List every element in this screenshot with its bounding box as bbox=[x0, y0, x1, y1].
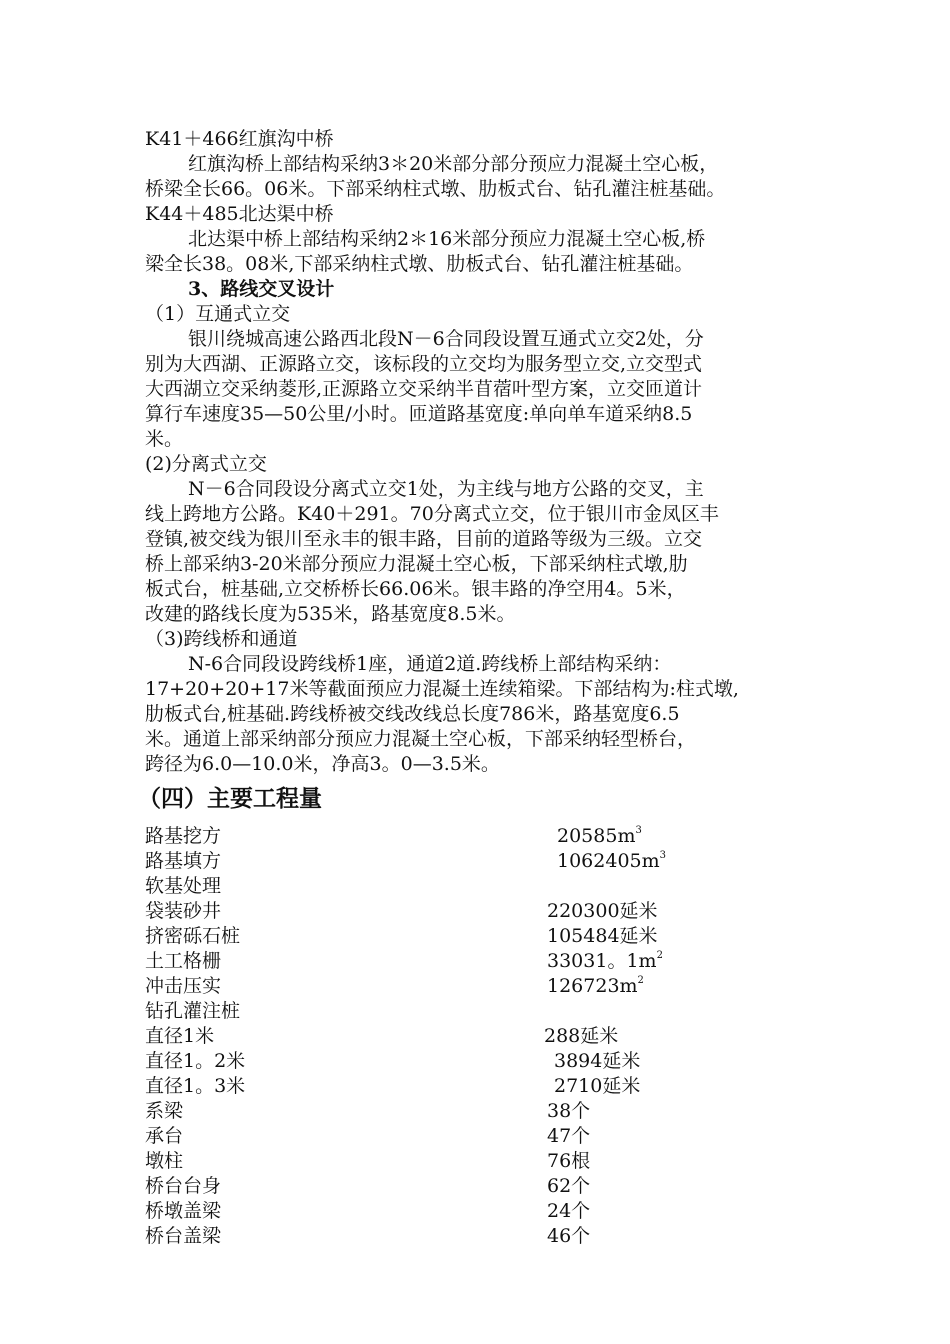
text-line: 算行车速度35—50公里/小时。匝道路基宽度:单向单车道采纳8.5 bbox=[145, 403, 693, 425]
quantity-item-name: 挤密砾石桩 bbox=[145, 925, 241, 947]
quantity-row bbox=[145, 1124, 745, 1148]
quantity-item-name: 袋装砂井 bbox=[145, 900, 222, 922]
text-line: 改建的路线长度为535米，路基宽度8.5米。 bbox=[145, 603, 516, 625]
quantity-item-name: 冲击压实 bbox=[145, 975, 222, 997]
text-line: 3、路线交叉设计 bbox=[188, 278, 335, 300]
quantity-value-text: 24个 bbox=[547, 1200, 591, 1222]
text-line: 线上跨地方公路。K40＋291。70分离式立交，位于银川市金凤区丰 bbox=[145, 503, 719, 525]
text-line: 跨径为6.0—10.0米，净高3。0—3.5米。 bbox=[145, 753, 500, 775]
quantity-value-text: 3894延米 bbox=[554, 1050, 641, 1072]
text-line: 北达渠中桥上部结构采纳2＊16米部分预应力混凝土空心板,桥 bbox=[188, 228, 706, 250]
quantity-item-name: 直径1。3米 bbox=[145, 1075, 246, 1097]
text-line: 米。 bbox=[145, 428, 184, 450]
quantity-item-name: 钻孔灌注桩 bbox=[145, 1000, 241, 1022]
quantity-row bbox=[145, 824, 745, 848]
text-line: （1）互通式立交 bbox=[145, 303, 291, 325]
text-line: 银川绕城高速公路西北段N－6合同段设置互通式立交2处，分 bbox=[188, 328, 704, 350]
text-line: 大西湖立交采纳菱形,正源路立交采纳半苜蓿叶型方案，立交匝道计 bbox=[145, 378, 703, 400]
quantity-row bbox=[145, 1024, 745, 1048]
unit-exponent: 2 bbox=[656, 950, 663, 961]
quantity-value bbox=[557, 824, 642, 848]
quantity-row bbox=[145, 1224, 745, 1248]
text-line: 桥上部采纳3-20米部分预应力混凝土空心板，下部采纳柱式墩,肋 bbox=[145, 553, 688, 575]
unit-exponent: 2 bbox=[637, 975, 644, 986]
quantity-item-name: 直径1米 bbox=[145, 1025, 215, 1047]
quantity-item-name: 路基填方 bbox=[145, 850, 222, 872]
text-line: 米。通道上部采纳部分预应力混凝土空心板，下部采纳轻型桥台， bbox=[145, 728, 697, 750]
text-line: （3)跨线桥和通道 bbox=[145, 628, 298, 650]
quantity-value bbox=[547, 924, 658, 948]
quantity-row bbox=[145, 924, 745, 948]
quantity-item-name: 土工格栅 bbox=[145, 950, 222, 972]
quantity-value bbox=[557, 849, 666, 873]
text-line: K41＋466红旗沟中桥 bbox=[145, 128, 334, 150]
unit-exponent: 3 bbox=[659, 850, 667, 861]
quantity-value-text: 46个 bbox=[547, 1225, 591, 1247]
quantity-value-text: 47个 bbox=[547, 1125, 591, 1147]
quantity-row bbox=[145, 999, 745, 1023]
text-line: 17+20+20+17米等截面预应力混凝土连续箱梁。下部结构为:柱式墩, bbox=[145, 678, 739, 700]
quantity-value-text: 105484延米 bbox=[547, 925, 658, 947]
quantity-row bbox=[145, 1074, 745, 1098]
quantity-row bbox=[145, 1149, 745, 1173]
unit-exponent: 3 bbox=[635, 825, 642, 836]
quantity-value bbox=[547, 1174, 590, 1198]
quantity-value bbox=[547, 1149, 590, 1173]
text-line: 登镇,被交线为银川至永丰的银丰路，目前的道路等级为三级。立交 bbox=[145, 528, 703, 550]
quantity-value bbox=[547, 1224, 590, 1248]
quantity-row bbox=[145, 849, 745, 873]
quantity-item-name: 直径1。2米 bbox=[145, 1050, 246, 1072]
quantity-row bbox=[145, 874, 745, 898]
text-line: 桥梁全长66。06米。下部采纳柱式墩、肋板式台、钻孔灌注桩基础。 bbox=[145, 178, 726, 200]
quantity-row bbox=[145, 899, 745, 923]
text-line: 板式台，桩基础,立交桥桥长66.06米。银丰路的净空用4。5米， bbox=[145, 578, 686, 600]
quantity-value bbox=[547, 1124, 590, 1148]
quantity-item-name: 桥台台身 bbox=[145, 1175, 222, 1197]
text-line: N-6合同段设跨线桥1座，通道2道.跨线桥上部结构采纳： bbox=[188, 653, 672, 675]
quantity-value-text: 38个 bbox=[547, 1100, 591, 1122]
quantity-value-text: 62个 bbox=[547, 1175, 591, 1197]
quantity-item-name: 承台 bbox=[145, 1125, 184, 1147]
quantity-value-text: 288延米 bbox=[544, 1025, 619, 1047]
quantity-row bbox=[145, 949, 745, 973]
quantity-item-name: 路基挖方 bbox=[145, 825, 222, 847]
quantity-value-text: 126723m bbox=[547, 975, 638, 997]
quantity-value-text: 33031。1m bbox=[547, 950, 657, 972]
quantity-value bbox=[547, 1199, 590, 1223]
quantity-value bbox=[554, 1049, 640, 1073]
quantity-item-name: 系梁 bbox=[145, 1100, 184, 1122]
section-heading: （四）主要工程量 bbox=[138, 786, 322, 812]
quantity-row bbox=[145, 974, 745, 998]
quantity-item-name: 桥台盖梁 bbox=[145, 1225, 222, 1247]
quantity-value bbox=[547, 974, 644, 998]
quantity-item-name: 墩柱 bbox=[145, 1150, 184, 1172]
quantity-item-name: 桥墩盖梁 bbox=[145, 1200, 222, 1222]
text-line: 红旗沟桥上部结构采纳3＊20米部分部分预应力混凝土空心板， bbox=[188, 153, 719, 175]
text-line: K44＋485北达渠中桥 bbox=[145, 203, 334, 225]
quantity-value bbox=[544, 1024, 618, 1048]
quantity-item-name: 软基处理 bbox=[145, 875, 222, 897]
quantity-value bbox=[547, 949, 663, 973]
text-line: 别为大西湖、正源路立交，该标段的立交均为服务型立交,立交型式 bbox=[145, 353, 703, 375]
quantity-row bbox=[145, 1174, 745, 1198]
quantity-value bbox=[554, 1074, 640, 1098]
quantity-value-text: 220300延米 bbox=[547, 900, 658, 922]
quantity-value-text: 76根 bbox=[547, 1150, 591, 1172]
quantity-row bbox=[145, 1199, 745, 1223]
text-line: 肋板式台,桩基础.跨线桥被交线改线总长度786米，路基宽度6.5 bbox=[145, 703, 680, 725]
quantity-value bbox=[547, 1099, 590, 1123]
quantity-row bbox=[145, 1049, 745, 1073]
quantity-value-text: 2710延米 bbox=[554, 1075, 641, 1097]
text-line: 梁全长38。08米,下部采纳柱式墩、肋板式台、钻孔灌注桩基础。 bbox=[145, 253, 694, 275]
quantity-row bbox=[145, 1099, 745, 1123]
quantity-value bbox=[547, 899, 658, 923]
text-line: N－6合同段设分离式立交1处，为主线与地方公路的交叉，主 bbox=[188, 478, 704, 500]
text-line: (2)分离式立交 bbox=[145, 453, 267, 475]
quantity-value-text: 20585m bbox=[557, 825, 636, 847]
quantity-value-text: 1062405m bbox=[557, 850, 660, 872]
